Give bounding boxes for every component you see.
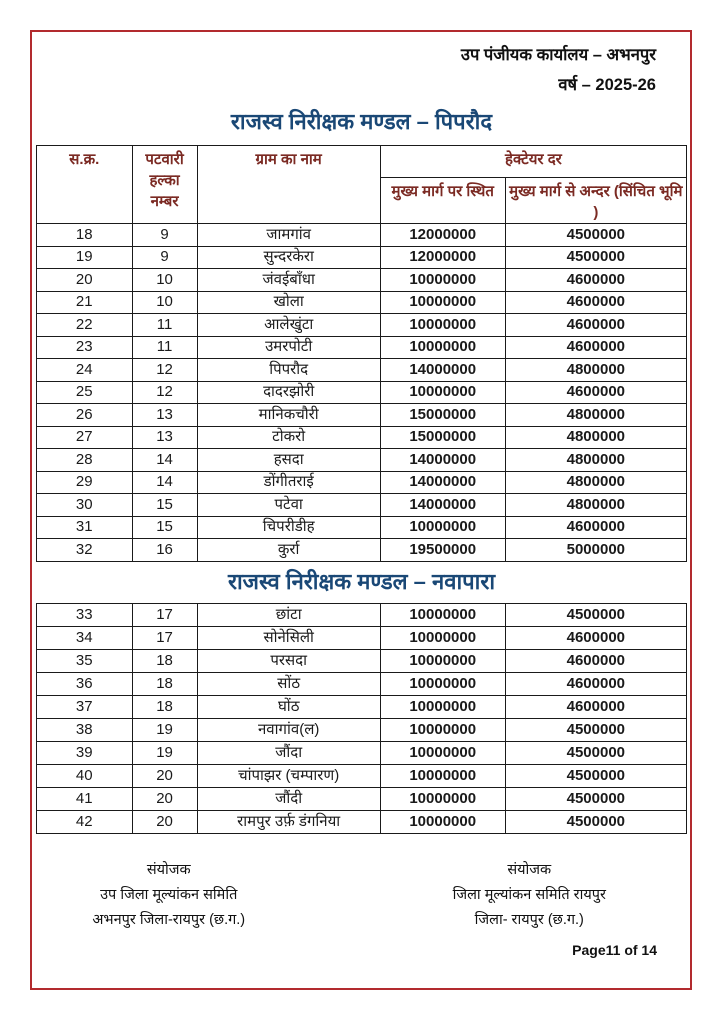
committee-line: जिला मूल्यांकन समिति रायपुर (452, 886, 606, 903)
col-header-village: ग्राम का नाम (197, 146, 380, 224)
rate-main-road-cell: 10000000 (380, 269, 505, 292)
table-row (37, 336, 687, 359)
rate-main-road-cell: 10000000 (380, 718, 505, 741)
serial-cell: 20 (37, 269, 133, 292)
col-header-halka: पटवारी हल्का नम्बर (132, 146, 197, 224)
village-name-cell: जौंदी (197, 787, 380, 810)
rate-inner-cell: 4500000 (505, 787, 686, 810)
rate-inner-cell: 4800000 (505, 426, 686, 449)
rate-inner-cell: 4600000 (505, 381, 686, 404)
rate-inner-cell: 4600000 (505, 291, 686, 314)
halka-number-cell: 16 (132, 539, 197, 562)
table-row (37, 291, 687, 314)
serial-cell: 26 (37, 404, 133, 427)
serial-cell: 40 (37, 764, 133, 787)
rate-inner-cell: 4800000 (505, 404, 686, 427)
rate-main-road-cell: 12000000 (380, 246, 505, 269)
office-line: उप पंजीयक कार्यालय – अभनपुर (460, 46, 656, 64)
halka-number-cell: 19 (132, 741, 197, 764)
rate-main-road-cell: 14000000 (380, 471, 505, 494)
rate-main-road-cell: 10000000 (380, 291, 505, 314)
table-row (37, 246, 687, 269)
rate-main-road-cell: 10000000 (380, 336, 505, 359)
section-title-navapara: राजस्व निरीक्षक मण्डल – नवापारा (227, 568, 496, 594)
village-name-cell: परसदा (197, 649, 380, 672)
serial-cell: 18 (37, 224, 133, 247)
village-name-cell: आलेखुंटा (197, 314, 380, 337)
village-name-cell: जौंदा (197, 741, 380, 764)
village-name-cell: कुर्रा (197, 539, 380, 562)
halka-number-cell: 20 (132, 787, 197, 810)
rate-main-road-cell: 15000000 (380, 426, 505, 449)
village-name-cell: जामगांव (197, 224, 380, 247)
rate-inner-cell: 4500000 (505, 741, 686, 764)
village-name-cell: उमरपोटी (197, 336, 380, 359)
table-row (37, 404, 687, 427)
page-number: Page11 of 14 (572, 941, 657, 958)
rate-inner-cell: 5000000 (505, 539, 686, 562)
col-header-serial: स.क्र. (37, 146, 133, 224)
village-name-cell: डोंगीतराई (197, 471, 380, 494)
halka-number-cell: 11 (132, 336, 197, 359)
serial-cell: 31 (37, 516, 133, 539)
table-row (37, 695, 687, 718)
rate-inner-cell: 4800000 (505, 359, 686, 382)
halka-number-cell: 17 (132, 603, 197, 626)
village-name-cell: दादरझोरी (197, 381, 380, 404)
serial-cell: 37 (37, 695, 133, 718)
halka-number-cell: 13 (132, 404, 197, 427)
halka-number-cell: 18 (132, 649, 197, 672)
village-name-cell: सोंठ (197, 672, 380, 695)
table-row (37, 672, 687, 695)
rate-main-road-cell: 10000000 (380, 787, 505, 810)
serial-cell: 34 (37, 626, 133, 649)
table-row (37, 471, 687, 494)
halka-number-cell: 9 (132, 246, 197, 269)
table-row (37, 603, 687, 626)
village-name-cell: चांपाझर (चम्पारण) (197, 764, 380, 787)
serial-cell: 42 (37, 810, 133, 833)
serial-cell: 41 (37, 787, 133, 810)
village-name-cell: सुन्दरकेरा (197, 246, 380, 269)
village-name-cell: छांटा (197, 603, 380, 626)
village-name-cell: टोकरो (197, 426, 380, 449)
rate-inner-cell: 4500000 (505, 224, 686, 247)
rate-main-road-cell: 15000000 (380, 404, 505, 427)
halka-number-cell: 20 (132, 764, 197, 787)
table-row (37, 516, 687, 539)
committee-line: उप जिला मूल्यांकन समिति (100, 886, 238, 903)
halka-number-cell: 15 (132, 516, 197, 539)
serial-cell: 35 (37, 649, 133, 672)
district-line: जिला- रायपुर (छ.ग.) (474, 911, 584, 928)
halka-number-cell: 10 (132, 291, 197, 314)
halka-number-cell: 12 (132, 359, 197, 382)
halka-number-cell: 14 (132, 471, 197, 494)
halka-number-cell: 18 (132, 672, 197, 695)
document-header (36, 40, 687, 100)
table-row (37, 741, 687, 764)
rate-inner-cell: 4500000 (505, 603, 686, 626)
rates-table-navapara (36, 603, 687, 834)
serial-cell: 33 (37, 603, 133, 626)
halka-number-cell: 11 (132, 314, 197, 337)
halka-number-cell: 12 (132, 381, 197, 404)
table-row (37, 787, 687, 810)
village-name-cell: सोनेसिली (197, 626, 380, 649)
halka-number-cell: 10 (132, 269, 197, 292)
serial-cell: 23 (37, 336, 133, 359)
rate-inner-cell: 4600000 (505, 695, 686, 718)
table-row (37, 269, 687, 292)
table-row (37, 381, 687, 404)
village-name-cell: पटेवा (197, 494, 380, 517)
rate-inner-cell: 4500000 (505, 810, 686, 833)
convener-label: संयोजक (146, 861, 191, 878)
convener-label: संयोजक (507, 861, 552, 878)
rate-inner-cell: 4800000 (505, 494, 686, 517)
village-name-cell: हसदा (197, 449, 380, 472)
village-name-cell: खोला (197, 291, 380, 314)
serial-cell: 29 (37, 471, 133, 494)
village-name-cell: पिपरौद (197, 359, 380, 382)
table-row (37, 810, 687, 833)
rates-table-header (37, 146, 687, 224)
rate-inner-cell: 4600000 (505, 626, 686, 649)
serial-cell: 30 (37, 494, 133, 517)
rate-main-road-cell: 14000000 (380, 449, 505, 472)
year-line: वर्ष – 2025-26 (558, 76, 656, 94)
rate-inner-cell: 4600000 (505, 314, 686, 337)
rate-inner-cell: 4600000 (505, 672, 686, 695)
serial-cell: 21 (37, 291, 133, 314)
rate-main-road-cell: 10000000 (380, 626, 505, 649)
rate-main-road-cell: 10000000 (380, 516, 505, 539)
halka-number-cell: 14 (132, 449, 197, 472)
halka-number-cell: 13 (132, 426, 197, 449)
serial-cell: 25 (37, 381, 133, 404)
table-row (37, 649, 687, 672)
page-content (36, 40, 687, 958)
rate-inner-cell: 4500000 (505, 246, 686, 269)
table-row (37, 359, 687, 382)
rates-table-body (37, 224, 687, 562)
rates-table-body (37, 603, 687, 833)
rate-main-road-cell: 10000000 (380, 741, 505, 764)
serial-cell: 28 (37, 449, 133, 472)
village-name-cell: नवागांव(ल) (197, 718, 380, 741)
right-signature-block (362, 858, 688, 933)
serial-cell: 38 (37, 718, 133, 741)
rate-inner-cell: 4800000 (505, 471, 686, 494)
serial-cell: 32 (37, 539, 133, 562)
rate-main-road-cell: 10000000 (380, 603, 505, 626)
village-name-cell: जंवईबाँधा (197, 269, 380, 292)
rate-main-road-cell: 10000000 (380, 672, 505, 695)
rate-inner-cell: 4600000 (505, 516, 686, 539)
halka-number-cell: 15 (132, 494, 197, 517)
village-name-cell: चिपरीडीह (197, 516, 380, 539)
village-name-cell: मानिकचौरी (197, 404, 380, 427)
table-row (37, 494, 687, 517)
rate-main-road-cell: 10000000 (380, 649, 505, 672)
halka-number-cell: 17 (132, 626, 197, 649)
col-header-rate-main-road: मुख्य मार्ग पर स्थित (380, 178, 505, 224)
rate-main-road-cell: 14000000 (380, 494, 505, 517)
col-header-rate-group: हेक्टेयर दर (380, 146, 686, 178)
signature-footer (36, 858, 687, 933)
rate-main-road-cell: 19500000 (380, 539, 505, 562)
rate-main-road-cell: 10000000 (380, 381, 505, 404)
serial-cell: 39 (37, 741, 133, 764)
section-title-piparoud: राजस्व निरीक्षक मण्डल – पिपरौद (230, 109, 493, 134)
rate-main-road-cell: 10000000 (380, 810, 505, 833)
village-name-cell: घोंठ (197, 695, 380, 718)
serial-cell: 24 (37, 359, 133, 382)
table-row (37, 449, 687, 472)
table-row (37, 539, 687, 562)
serial-cell: 22 (37, 314, 133, 337)
rate-inner-cell: 4600000 (505, 336, 686, 359)
serial-cell: 27 (37, 426, 133, 449)
rate-inner-cell: 4500000 (505, 764, 686, 787)
rate-main-road-cell: 10000000 (380, 314, 505, 337)
table-row (37, 224, 687, 247)
rate-main-road-cell: 10000000 (380, 695, 505, 718)
rate-inner-cell: 4600000 (505, 649, 686, 672)
village-name-cell: रामपुर उर्फ़ डंगनिया (197, 810, 380, 833)
district-line: अभनपुर जिला-रायपुर (छ.ग.) (92, 911, 246, 928)
table-row (37, 626, 687, 649)
table-row (37, 764, 687, 787)
halka-number-cell: 18 (132, 695, 197, 718)
rate-main-road-cell: 14000000 (380, 359, 505, 382)
rate-inner-cell: 4500000 (505, 718, 686, 741)
table-row (37, 718, 687, 741)
rate-main-road-cell: 12000000 (380, 224, 505, 247)
left-signature-block (36, 858, 362, 933)
rate-main-road-cell: 10000000 (380, 764, 505, 787)
table-row (37, 426, 687, 449)
rate-inner-cell: 4800000 (505, 449, 686, 472)
halka-number-cell: 19 (132, 718, 197, 741)
rates-table-piparoud (36, 145, 687, 562)
serial-cell: 36 (37, 672, 133, 695)
serial-cell: 19 (37, 246, 133, 269)
rate-inner-cell: 4600000 (505, 269, 686, 292)
halka-number-cell: 9 (132, 224, 197, 247)
col-header-rate-inner: मुख्य मार्ग से अन्दर (सिंचित भूमि ) (505, 178, 686, 224)
halka-number-cell: 20 (132, 810, 197, 833)
table-row (37, 314, 687, 337)
